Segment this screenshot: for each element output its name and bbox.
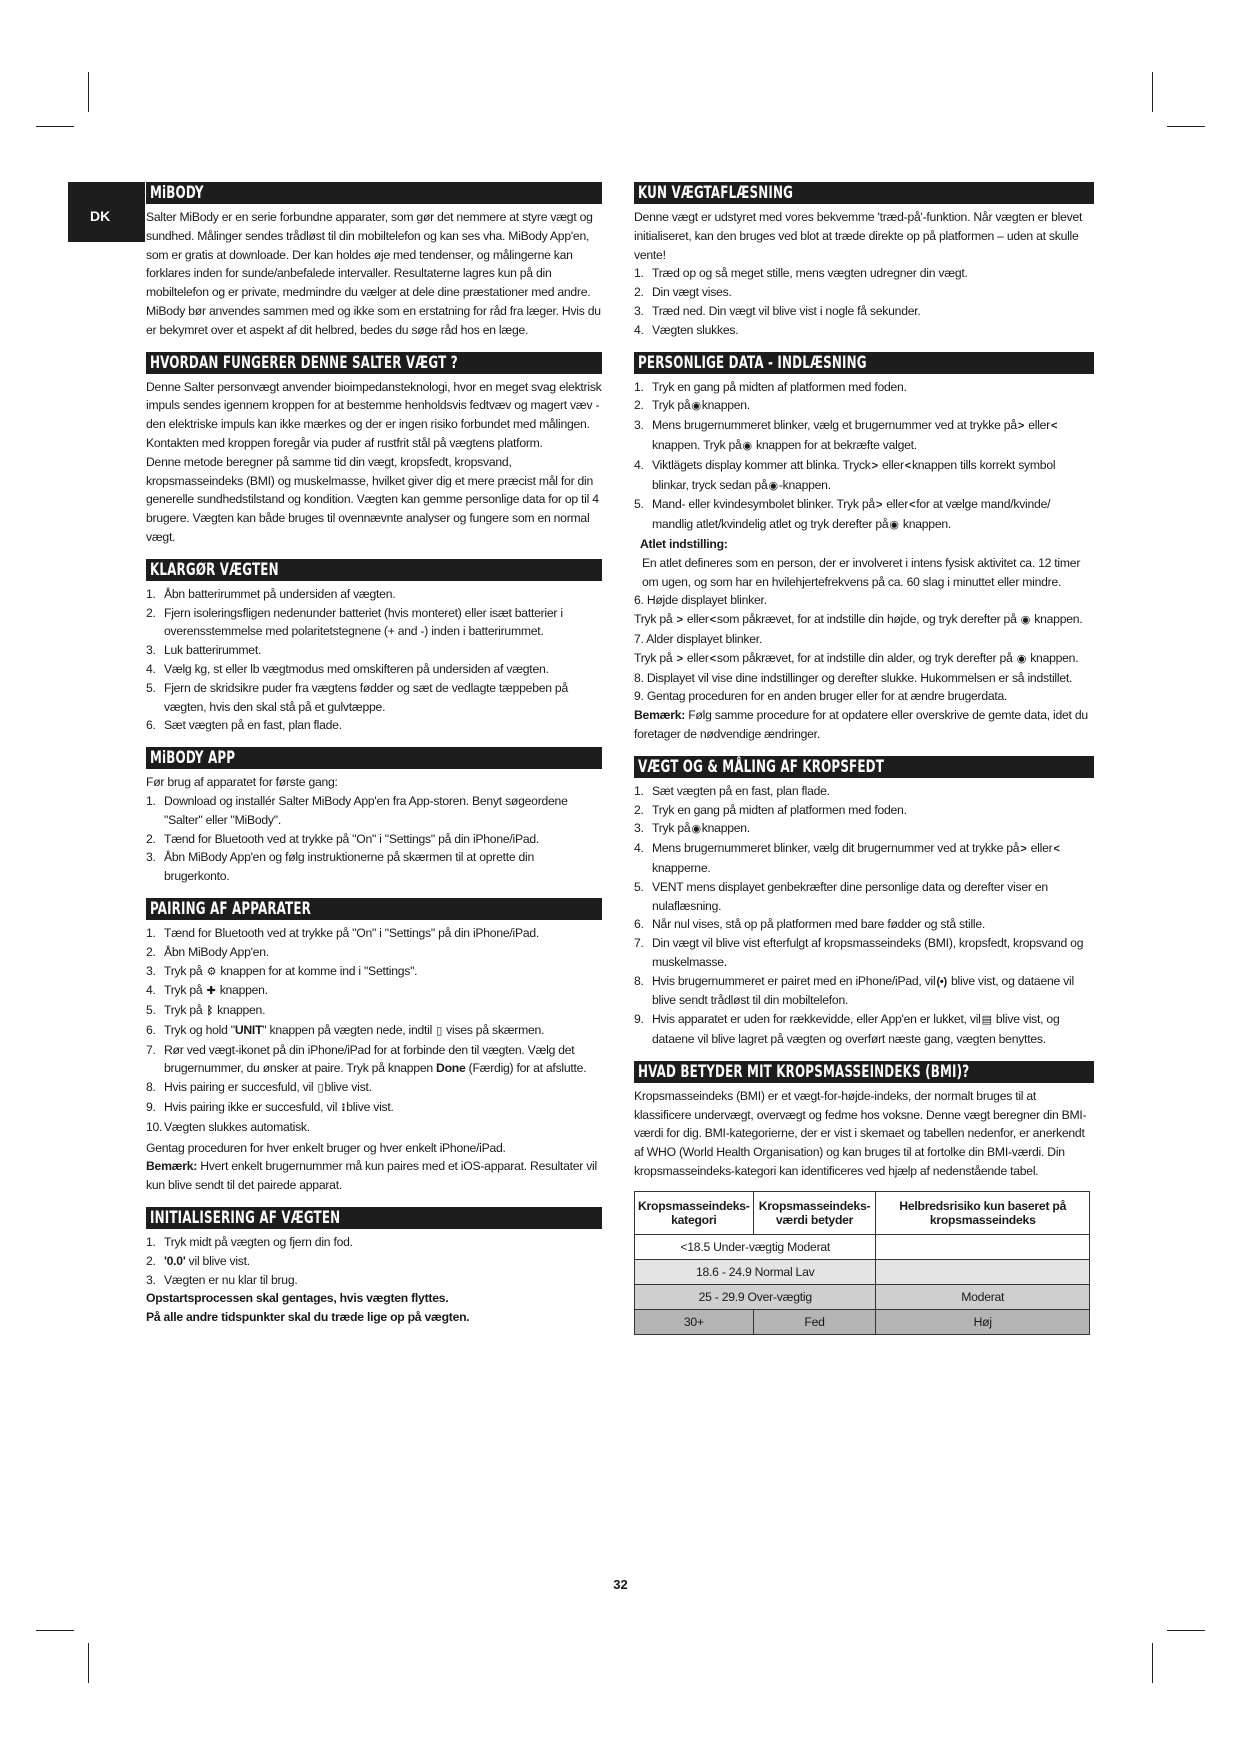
table-header-cell: Kropsmasseindeks-kategori	[635, 1191, 754, 1234]
table-row	[635, 1284, 1090, 1309]
table-cell: Fed	[753, 1309, 876, 1334]
bluetooth-icon: ᛒ	[206, 1005, 213, 1018]
list-item: 1. Tryk midt på vægten og fjern din fod.	[146, 1235, 353, 1250]
crop-mark	[1152, 1643, 1153, 1683]
right-column	[634, 182, 1094, 1347]
section-title: VÆGT OG & MÅLING AF KROPSFEDT	[634, 756, 1094, 778]
set-button-icon: ◉	[691, 823, 701, 836]
list-item: 9. Hvis apparatet er uden for rækkevidde, eller App'en er lukket, vil▤ blive vist, og dataene vil blive lagret på vægten og overført næste gang, vægten benyttes.	[634, 1012, 1060, 1047]
list-item: 2. Åbn MiBody App'en.	[146, 944, 269, 959]
crop-mark	[1167, 1630, 1205, 1631]
list-item: 3. Træd ned. Din vægt vil blive vist i nogle få sekunder.	[634, 303, 921, 318]
list-item: 7. Rør ved vægt-ikonet på din iPhone/iPad for at forbinde den til vægten. Vælg det brugernummer, du ønsker at paire. Tryk på knappen Done (Færdig) for at afslutte.	[146, 1042, 587, 1076]
paragraph: Kropsmasseindeks (BMI) er et vægt-for-højde-indeks, der normalt bruges til at klassificere undervægt, overvægt og fedme hos voksne. Denne vægt beregner din BMI-værdi for dig. BMI-kategorierne, der er vist i skemaet og tabellen nedenfor, er anerkendt af WHO (World Health Organisation) og kan bruges til at fortolke din BMI-værdi. Din kropsmasseindeks-kategori kan identificeres ved hjælp af nedenstående tabel.	[634, 1088, 1087, 1179]
set-button-icon: ◉	[768, 479, 778, 492]
plus-icon: ✚	[206, 985, 216, 998]
table-cell	[876, 1234, 1090, 1259]
section-title: KLARGØR VÆGTEN	[146, 559, 602, 581]
list-item: 4. Vælg kg, st eller lb vægtmodus med omskifteren på undersiden af vægten.	[146, 661, 549, 676]
list-item: 5. Tryk på ᛒ knappen.	[146, 1001, 602, 1021]
list-item: 10. Vægten slukkes automatisk.	[146, 1119, 310, 1134]
bmi-table	[634, 1191, 1090, 1335]
table-cell: Moderat	[876, 1284, 1090, 1309]
table-cell: 25 - 29.9 Over-vægtig	[635, 1284, 876, 1309]
crop-mark	[88, 72, 89, 112]
arrow-left-icon: <	[709, 652, 716, 665]
table-cell: 18.6 - 24.9 Normal Lav	[635, 1259, 876, 1284]
section-title: MiBODY APP	[146, 747, 602, 769]
steps-list	[634, 378, 1094, 535]
steps-list	[634, 264, 1094, 339]
section-title: HVAD BETYDER MIT KROPSMASSEINDEKS (BMI)?	[634, 1061, 1094, 1083]
list-item: 5. Mand- eller kvindesymbolet blinker. Tryk på> eller<for at vælge mand/kvinde/ mandlig atlet/kvindelig atlet og tryk derefter på◉ knappen.	[634, 495, 1094, 535]
paragraph: Denne Salter personvægt anvender bioimpedansteknologi, hvor en meget svag elektrisk impuls sendes igennem kroppen for at bestemme henholdsvis fedtvæv og magert væv - den elektriske impuls kan ikke mærkes og der er ingen risiko forbundet med målingen. Kontakten med kroppen foregår via puder af rustfrit stål på vægtens platform.	[146, 379, 602, 450]
steps-list	[146, 585, 602, 735]
list-item: 6. Når nul vises, stå op på platformen med bare fødder og stå stille.	[634, 917, 986, 932]
list-item: 3. Luk batterirummet.	[146, 643, 262, 658]
table-header-row	[635, 1191, 1090, 1234]
list-item: 3. Mens brugernummeret blinker, vælg et brugernummer ved at trykke på> eller< knappen. Tryk på◉ knappen for at bekræfte valget.	[634, 416, 1094, 456]
list-item: 2. Din vægt vises.	[634, 285, 732, 300]
pairing-icon: ▯	[436, 1024, 443, 1037]
section-pairing	[146, 898, 602, 1195]
paragraph: Tryk på > eller<som påkrævet, for at indstille din højde, og tryk derefter på ◉ knappen.	[634, 610, 1094, 630]
crop-mark	[1167, 126, 1205, 127]
list-item: 4. Vægten slukkes.	[634, 322, 739, 337]
paragraph: Gentag proceduren for hver enkelt bruger og hver enkelt iPhone/iPad.	[146, 1140, 506, 1155]
table-row	[635, 1309, 1090, 1334]
arrow-right-icon: >	[1020, 843, 1027, 856]
paragraph: Før brug af apparatet for første gang:	[146, 775, 338, 790]
list-item: 4. Tryk på ✚ knappen.	[146, 981, 602, 1001]
section-personal-data	[634, 352, 1094, 744]
section-app	[146, 747, 602, 886]
arrow-right-icon: >	[676, 614, 683, 627]
arrow-left-icon: <	[904, 459, 911, 472]
paragraph: Opstartsprocessen skal gentages, hvis vægten flyttes.	[146, 1291, 449, 1306]
list-item: 3. Vægten er nu klar til brug.	[146, 1272, 298, 1287]
section-weigh-only	[634, 182, 1094, 340]
table-row	[635, 1259, 1090, 1284]
list-item: 2. Tænd for Bluetooth ved at trykke på "On" i "Settings" på din iPhone/iPad.	[146, 831, 540, 846]
section-initialise	[146, 1207, 602, 1327]
crop-mark	[1152, 72, 1153, 112]
table-cell: <18.5 Under-vægtig Moderat	[635, 1234, 876, 1259]
list-item: 7. Din vægt vil blive vist efterfulgt af kropsmasseindeks (BMI), kropsfedt, kropsvand og muskelmasse.	[634, 936, 1084, 969]
arrow-left-icon: <	[709, 614, 716, 627]
paragraph: Tryk på > eller<som påkrævet, for at indstille din alder, og tryk derefter på ◉ knappen.	[634, 649, 1094, 669]
list-item: 4. Viktlägets display kommer att blinka. Tryck> eller<knappen tills korrekt symbol blinkar, tryck sedan på◉-knappen.	[634, 456, 1094, 496]
arrow-right-icon: >	[676, 652, 683, 665]
paragraph: 7. Alder displayet blinker.	[634, 631, 763, 646]
section-how-it-works	[146, 352, 602, 547]
note: Bemærk: Hvert enkelt brugernummer må kun paires med et iOS-apparat. Resultater vil kun blive sendt til det pairede apparat.	[146, 1159, 597, 1193]
paragraph: Salter MiBody er en serie forbundne apparater, som gør det nemmere at styre vægt og sundhed. Målinger sendes trådløst til din mobiltelefon og kan ses vha. MiBody App'en, som er gratis at downloade. Der kan holdes øje med tendenser, og målingerne kan forklares inden for sunde/anbefalede intervaller. Resultaterne lagres kun på din mobiltelefon og er private, medmindre du vælger at dele dine præstationer med andre. MiBody bør anvendes sammen med og ikke som en erstatning for råd fra læger. Hvis du er bekymret over et aspekt af dit helbred, bedes du søge råd hos en læge.	[146, 210, 601, 337]
transmit-icon: (•)	[936, 975, 947, 988]
gear-icon: ⚙	[206, 965, 217, 978]
table-header-cell: Kropsmasseindeks-værdi betyder	[753, 1191, 876, 1234]
arrow-left-icon: <	[1053, 843, 1060, 856]
list-item: 3. Åbn MiBody App'en og følg instruktionerne på skærmen til at oprette din brugerkonto.	[146, 850, 535, 884]
list-item: 3. Tryk på ⚙ knappen for at komme ind i "Settings".	[146, 962, 602, 982]
list-item: 2. Tryk på◉knappen.	[634, 396, 1094, 416]
memory-icon: ▤	[981, 1014, 992, 1027]
list-item: 2. Tryk en gang på midten af platformen med foden.	[634, 802, 907, 817]
set-button-icon: ◉	[889, 519, 899, 532]
list-item: 1. Tænd for Bluetooth ved at trykke på "On" i "Settings" på din iPhone/iPad.	[146, 925, 540, 940]
list-item: 1. Åbn batterirummet på undersiden af vægten.	[146, 586, 396, 601]
list-item: 6. Sæt vægten på en fast, plan flade.	[146, 718, 342, 733]
crop-mark	[88, 1643, 89, 1683]
steps-list	[146, 924, 602, 1137]
table-cell: Høj	[876, 1309, 1090, 1334]
phone-success-icon: ▯	[317, 1082, 324, 1095]
note: Bemærk: Følg samme procedure for at opdatere eller overskrive de gemte data, idet du foretager de nødvendige ændringer.	[634, 708, 1088, 741]
list-item: 5. Fjern de skridsikre puder fra vægtens fødder og sæt de vedlagte tæppeben på vægten, hvis den skal stå på et gulvtæppe.	[146, 680, 568, 714]
section-body-fat	[634, 756, 1094, 1049]
steps-list	[146, 1233, 602, 1289]
section-title: PERSONLIGE DATA - INDLÆSNING	[634, 352, 1094, 374]
language-tab: DK	[68, 182, 145, 242]
paragraph: 9. Gentag proceduren for en anden bruger eller for at ændre brugerdata.	[634, 689, 1008, 704]
crop-mark	[36, 1630, 74, 1631]
list-item: 3. Tryk på◉knappen.	[634, 819, 1094, 839]
table-row	[635, 1234, 1090, 1259]
steps-list	[634, 782, 1094, 1049]
list-item: 1. Download og installér Salter MiBody App'en fra App-storen. Benyt søgeordene "Salter" eller "MiBody".	[146, 793, 568, 827]
set-button-icon: ◉	[1016, 652, 1027, 665]
arrow-left-icon: <	[1050, 420, 1058, 433]
page-number: 32	[613, 1577, 628, 1592]
left-column	[146, 182, 602, 1339]
section-title: KUN VÆGTAFLÆSNING	[634, 182, 1094, 204]
list-item: 6. Tryk og hold "UNIT" knappen på vægten nede, indtil ▯ vises på skærmen.	[146, 1021, 602, 1041]
list-item: 1. Tryk en gang på midten af platformen med foden.	[634, 379, 907, 394]
paragraph: Denne metode beregner på samme tid din vægt, kropsfedt, kropsvand, kropsmasseindeks (BMI) og muskelmasse, hvilket giver dig et mere præcist mål for din generelle sundhedstilstand og kondition. Vægten kan gemme personlige data for op til 4 brugere. Vægten kan både bruges til ovennævnte analyser og fungere som en normal vægt.	[146, 454, 599, 544]
list-item: 4. Mens brugernummeret blinker, vælg dit brugernummer ved at trykke på> eller< knapperne.	[634, 841, 1060, 875]
section-bmi	[634, 1061, 1094, 1335]
section-title: MiBODY	[146, 182, 602, 204]
section-prepare	[146, 559, 602, 735]
paragraph: 6. Højde displayet blinker.	[634, 593, 767, 608]
section-title: HVORDAN FUNGERER DENNE SALTER VÆGT ?	[146, 352, 602, 374]
list-item: 1. Træd op og så meget stille, mens vægten udregner din vægt.	[634, 266, 968, 281]
arrow-right-icon: >	[871, 459, 878, 472]
phone-fail-icon: ⁝	[341, 1102, 346, 1115]
list-item: 2. '0.0' vil blive vist.	[146, 1253, 250, 1268]
list-item: 8. Hvis pairing er succesfuld, vil ▯blive vist.	[146, 1078, 602, 1098]
paragraph: En atlet defineres som en person, der er involveret i intens fysisk aktivitet ca. 12 timer om ugen, og som har en hvilehjertefrekvens på ca. 60 slag i minuttet eller mindre.	[642, 555, 1081, 589]
set-button-icon: ◉	[742, 439, 752, 452]
section-title: INITIALISERING AF VÆGTEN	[146, 1207, 602, 1229]
table-cell: 30+	[635, 1309, 754, 1334]
table-header-cell: Helbredsrisiko kun baseret på kropsmasseindeks	[876, 1191, 1090, 1234]
paragraph: På alle andre tidspunkter skal du træde lige op på vægten.	[146, 1310, 470, 1325]
list-item: 2. Fjern isoleringsfligen nedenunder batteriet (hvis monteret) eller isæt batterier i overensstemmelse med polaritetstegnene (+ and -) inden i batterirummet.	[146, 605, 563, 639]
athlete-label: Atlet indstilling:	[640, 536, 728, 551]
arrow-right-icon: >	[875, 499, 883, 512]
section-title: PAIRING AF APPARATER	[146, 898, 602, 920]
arrow-left-icon: <	[909, 499, 916, 512]
crop-mark	[36, 126, 74, 127]
paragraph: Denne vægt er udstyret med vores bekvemme 'træd-på'-funktion. Når vægten er blevet initialiseret, kan den bruges ved blot at træde direkte op på platformen – uden at skulle vente!	[634, 210, 1083, 262]
set-button-icon: ◉	[691, 400, 701, 413]
list-item: 8. Hvis brugernummeret er pairet med en iPhone/iPad, vil(•) blive vist, og dataene vil blive sendt trådløst til din mobiltelefon.	[634, 973, 1074, 1008]
section-mibody	[146, 182, 602, 340]
paragraph: 8. Displayet vil vise dine indstillinger og derefter slukke. Hukommelsen er så indstillet.	[634, 670, 1073, 685]
steps-list	[146, 792, 602, 886]
table-cell	[876, 1259, 1090, 1284]
arrow-right-icon: >	[1017, 420, 1025, 433]
list-item: 1. Sæt vægten på en fast, plan flade.	[634, 783, 830, 798]
list-item: 9. Hvis pairing ikke er succesfuld, vil ⁝blive vist.	[146, 1098, 602, 1118]
set-button-icon: ◉	[1020, 614, 1031, 627]
list-item: 5. VENT mens displayet genbekræfter dine personlige data og derefter viser en nulaflæsning.	[634, 879, 1048, 913]
